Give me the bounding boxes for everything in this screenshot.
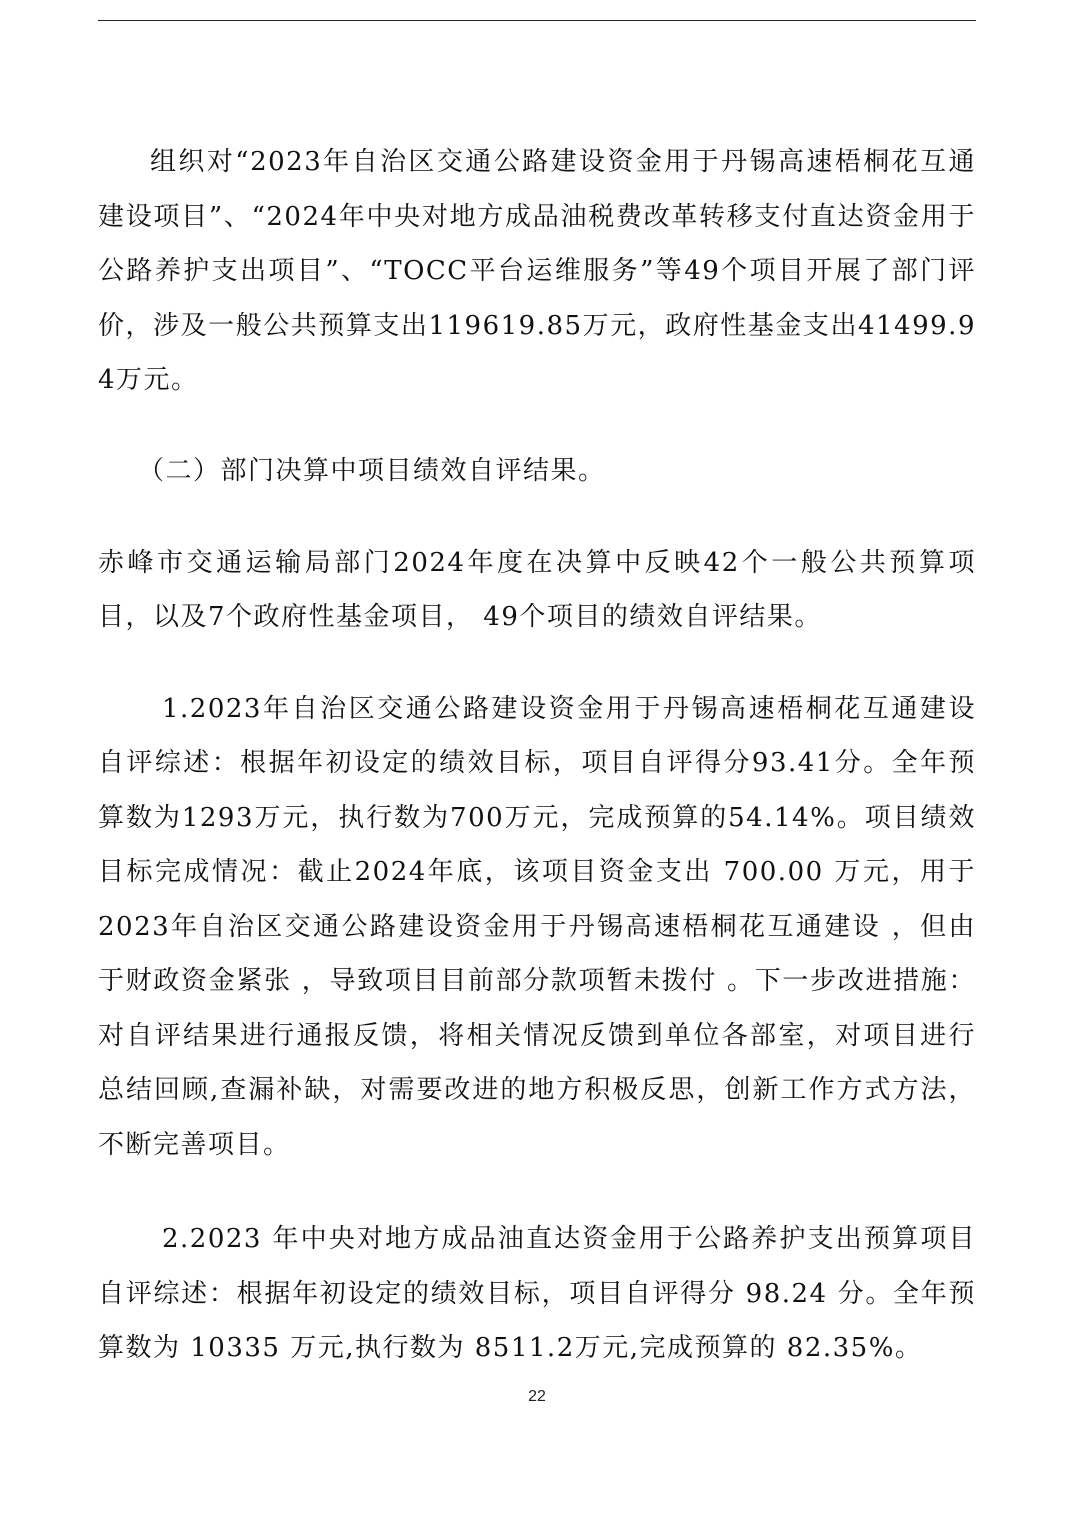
item-2-paragraph: 2.2023 年中央对地方成品油直达资金用于公路养护支出预算项目自评综述：根据年初设定的绩效目标，项目自评得分 98.24 分。全年预算数为 10335 万元,执行数为 8511.2万元,完成预算的 82.35%。	[98, 1224, 976, 1363]
item-1-paragraph: 1.2023年自治区交通公路建设资金用于丹锡高速梧桐花互通建设自评综述：根据年初设定的绩效目标，项目自评得分93.41分。全年预算数为1293万元，执行数为700万元，完成预算的54.14%。项目绩效目标完成情况：截止2024年底，该项目资金支出 700.00 万元，用于 2023年自治区交通公路建设资金用于丹锡高速梧桐花互通建设 ，但由于财政资金紧张 ，导致项目目前部分款项暂未拨付 。下一步改进措施：对自评结果进行通报反馈，将相关情况反馈到单位各部室，对项目进行总结回顾,查漏补缺，对需要改进的地方积极反思，创新工作方式方法，不断完善项目。	[98, 693, 976, 1160]
page-number: 22	[528, 1388, 546, 1405]
header-rule	[98, 20, 976, 21]
intro-paragraph: 组织对“2023年自治区交通公路建设资金用于丹锡高速梧桐花互通建设项目”、“2024年中央对地方成品油税费改革转移支付直达资金用于公路养护支出项目”、“TOCC平台运维服务”等49个项目开展了部门评价，涉及一般公共预算支出119619.85万元，政府性基金支出41499.94万元。	[98, 147, 976, 395]
summary-paragraph: 赤峰市交通运输局部门2024年度在决算中反映42个一般公共预算项目，以及7个政府性基金项目， 49个项目的绩效自评结果。	[98, 547, 976, 632]
document-body	[98, 135, 976, 1376]
section-heading: （二）部门决算中项目绩效自评结果。	[138, 455, 606, 486]
